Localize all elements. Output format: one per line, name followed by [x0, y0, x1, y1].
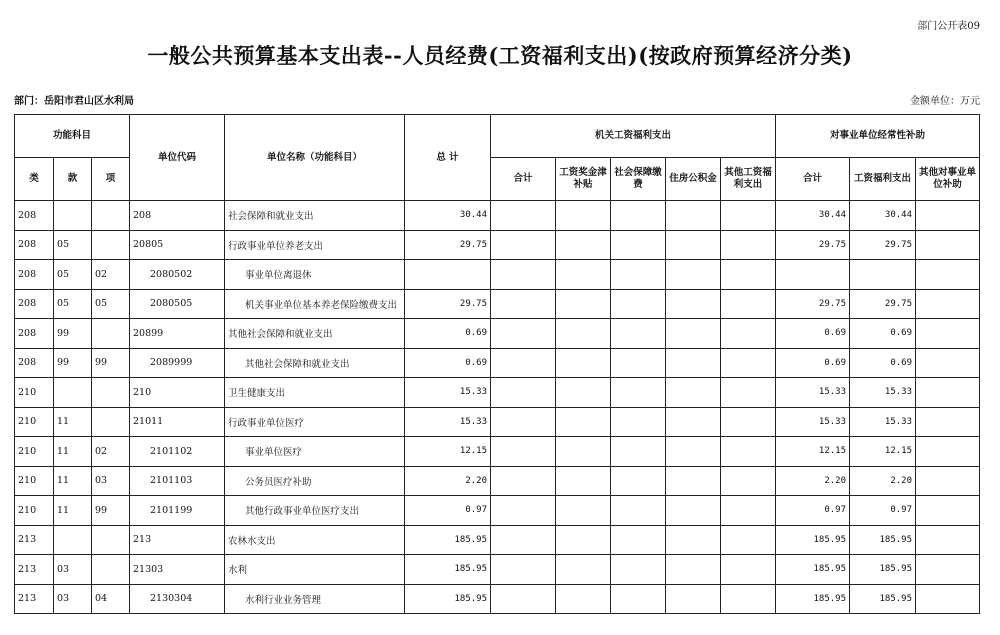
org-housing-cell — [666, 437, 721, 467]
org-other-cell — [721, 348, 776, 378]
inst-sum-cell: 0.69 — [776, 319, 850, 349]
org-sum-cell — [491, 525, 556, 555]
unit-code-header: 单位代码 — [130, 115, 225, 201]
unit-name-cell: 水利行业业务管理 — [225, 584, 405, 614]
xiang-cell — [92, 525, 130, 555]
kuan-cell: 03 — [54, 584, 92, 614]
org-bonus-header: 工资奖金津补贴 — [556, 158, 611, 201]
func-subject-header: 功能科目 — [15, 115, 130, 158]
total-cell: 0.97 — [405, 496, 491, 526]
org-sum-cell — [491, 319, 556, 349]
total-cell: 185.95 — [405, 584, 491, 614]
inst-other-cell — [916, 407, 980, 437]
kuan-cell: 03 — [54, 555, 92, 585]
org-other-cell — [721, 525, 776, 555]
table-row — [15, 201, 980, 231]
org-other-cell — [721, 555, 776, 585]
org-wage-group-header: 机关工资福利支出 — [491, 115, 776, 158]
inst-sum-cell: 29.75 — [776, 289, 850, 319]
unit-name-cell: 其他社会保障和就业支出 — [225, 348, 405, 378]
unit-code-cell: 21011 — [130, 407, 225, 437]
inst-other-header: 其他对事业单位补助 — [916, 158, 980, 201]
org-bonus-cell — [556, 555, 611, 585]
inst-other-cell — [916, 584, 980, 614]
xiang-cell: 02 — [92, 260, 130, 290]
org-social-cell — [611, 319, 666, 349]
kuan-cell: 99 — [54, 348, 92, 378]
unit-name-cell: 行政事业单位医疗 — [225, 407, 405, 437]
inst-other-cell — [916, 437, 980, 467]
org-sum-cell — [491, 260, 556, 290]
org-sum-cell — [491, 437, 556, 467]
unit-code-cell: 2101102 — [130, 437, 225, 467]
org-housing-cell — [666, 289, 721, 319]
xiang-cell: 02 — [92, 437, 130, 467]
lei-header: 类 — [15, 158, 54, 201]
org-other-cell — [721, 496, 776, 526]
unit-name-header: 单位名称（功能科目） — [225, 115, 405, 201]
inst-sum-cell: 30.44 — [776, 201, 850, 231]
table-row — [15, 437, 980, 467]
kuan-cell: 99 — [54, 319, 92, 349]
unit-code-cell: 213 — [130, 525, 225, 555]
unit-name-cell: 农林水支出 — [225, 525, 405, 555]
xiang-header: 项 — [92, 158, 130, 201]
org-other-cell — [721, 201, 776, 231]
org-social-cell — [611, 584, 666, 614]
lei-cell: 213 — [15, 555, 54, 585]
total-cell: 185.95 — [405, 555, 491, 585]
org-sum-cell — [491, 378, 556, 408]
org-other-cell — [721, 584, 776, 614]
lei-cell: 208 — [15, 230, 54, 260]
org-bonus-cell — [556, 525, 611, 555]
kuan-cell: 05 — [54, 260, 92, 290]
unit-name-cell: 公务员医疗补助 — [225, 466, 405, 496]
org-other-cell — [721, 437, 776, 467]
xiang-cell — [92, 319, 130, 349]
inst-sum-cell: 12.15 — [776, 437, 850, 467]
org-other-header: 其他工资福利支出 — [721, 158, 776, 201]
org-bonus-cell — [556, 201, 611, 231]
org-housing-header: 住房公积金 — [666, 158, 721, 201]
org-bonus-cell — [556, 260, 611, 290]
lei-cell: 208 — [15, 289, 54, 319]
org-bonus-cell — [556, 348, 611, 378]
inst-other-cell — [916, 319, 980, 349]
inst-other-cell — [916, 230, 980, 260]
kuan-cell — [54, 378, 92, 408]
amount-unit-label: 金额单位：万元 — [910, 96, 980, 107]
lei-cell: 208 — [15, 348, 54, 378]
total-cell: 15.33 — [405, 407, 491, 437]
unit-name-cell: 其他行政事业单位医疗支出 — [225, 496, 405, 526]
org-bonus-cell — [556, 319, 611, 349]
table-row — [15, 525, 980, 555]
org-housing-cell — [666, 525, 721, 555]
org-bonus-cell — [556, 407, 611, 437]
org-sum-cell — [491, 230, 556, 260]
org-housing-cell — [666, 584, 721, 614]
inst-other-cell — [916, 201, 980, 231]
unit-name-cell: 其他社会保障和就业支出 — [225, 319, 405, 349]
total-cell: 12.15 — [405, 437, 491, 467]
header-row-1 — [15, 115, 980, 158]
inst-wage-cell: 185.95 — [850, 584, 916, 614]
unit-code-cell: 208 — [130, 201, 225, 231]
org-housing-cell — [666, 496, 721, 526]
total-cell: 185.95 — [405, 525, 491, 555]
table-row — [15, 466, 980, 496]
xiang-cell — [92, 407, 130, 437]
inst-wage-cell: 29.75 — [850, 289, 916, 319]
org-sum-cell — [491, 348, 556, 378]
inst-other-cell — [916, 525, 980, 555]
inst-wage-cell: 15.33 — [850, 407, 916, 437]
inst-sum-cell: 185.95 — [776, 555, 850, 585]
kuan-cell: 11 — [54, 466, 92, 496]
org-other-cell — [721, 466, 776, 496]
xiang-cell — [92, 555, 130, 585]
kuan-cell: 05 — [54, 230, 92, 260]
org-sum-cell — [491, 466, 556, 496]
org-other-cell — [721, 407, 776, 437]
unit-code-cell: 20805 — [130, 230, 225, 260]
inst-sum-cell: 185.95 — [776, 525, 850, 555]
inst-sum-cell: 0.97 — [776, 496, 850, 526]
inst-wage-cell: 29.75 — [850, 230, 916, 260]
org-social-cell — [611, 378, 666, 408]
xiang-cell: 99 — [92, 496, 130, 526]
inst-sum-cell: 2.20 — [776, 466, 850, 496]
org-social-cell — [611, 348, 666, 378]
org-housing-cell — [666, 260, 721, 290]
org-social-cell — [611, 407, 666, 437]
page-title: 一般公共预算基本支出表--人员经费(工资福利支出)(按政府预算经济分类) — [147, 43, 853, 68]
unit-code-cell: 210 — [130, 378, 225, 408]
org-other-cell — [721, 319, 776, 349]
inst-other-cell — [916, 289, 980, 319]
org-sum-cell — [491, 201, 556, 231]
org-social-cell — [611, 201, 666, 231]
inst-sum-header: 合计 — [776, 158, 850, 201]
kuan-cell: 11 — [54, 407, 92, 437]
inst-wage-cell: 0.69 — [850, 348, 916, 378]
total-cell: 15.33 — [405, 378, 491, 408]
kuan-cell — [54, 201, 92, 231]
org-sum-cell — [491, 496, 556, 526]
org-bonus-cell — [556, 437, 611, 467]
org-other-cell — [721, 378, 776, 408]
org-social-cell — [611, 555, 666, 585]
unit-code-cell: 2101199 — [130, 496, 225, 526]
org-bonus-cell — [556, 230, 611, 260]
org-bonus-cell — [556, 466, 611, 496]
org-sum-cell — [491, 555, 556, 585]
inst-wage-cell: 2.20 — [850, 466, 916, 496]
table-row — [15, 584, 980, 614]
org-sum-cell — [491, 289, 556, 319]
org-sum-header: 合计 — [491, 158, 556, 201]
inst-other-cell — [916, 466, 980, 496]
total-cell — [405, 260, 491, 290]
table-row — [15, 289, 980, 319]
inst-other-cell — [916, 260, 980, 290]
budget-table — [14, 114, 980, 614]
lei-cell: 208 — [15, 260, 54, 290]
total-header: 总 计 — [405, 115, 491, 201]
lei-cell: 208 — [15, 201, 54, 231]
xiang-cell: 99 — [92, 348, 130, 378]
lei-cell: 210 — [15, 407, 54, 437]
table-row — [15, 407, 980, 437]
unit-code-cell: 2080502 — [130, 260, 225, 290]
table-row — [15, 260, 980, 290]
total-cell: 0.69 — [405, 348, 491, 378]
org-social-cell — [611, 289, 666, 319]
lei-cell: 210 — [15, 496, 54, 526]
inst-wage-cell: 185.95 — [850, 555, 916, 585]
unit-name-cell: 事业单位医疗 — [225, 437, 405, 467]
org-housing-cell — [666, 230, 721, 260]
unit-name-cell: 行政事业单位养老支出 — [225, 230, 405, 260]
unit-code-cell: 20899 — [130, 319, 225, 349]
org-bonus-cell — [556, 289, 611, 319]
unit-name-cell: 水利 — [225, 555, 405, 585]
org-bonus-cell — [556, 496, 611, 526]
kuan-cell: 11 — [54, 437, 92, 467]
table-row — [15, 496, 980, 526]
org-social-cell — [611, 525, 666, 555]
inst-sum-cell: 29.75 — [776, 230, 850, 260]
table-row — [15, 348, 980, 378]
org-housing-cell — [666, 201, 721, 231]
inst-other-cell — [916, 378, 980, 408]
lei-cell: 210 — [15, 378, 54, 408]
inst-wage-cell: 15.33 — [850, 378, 916, 408]
org-social-cell — [611, 260, 666, 290]
unit-name-cell: 机关事业单位基本养老保险缴费支出 — [225, 289, 405, 319]
org-housing-cell — [666, 555, 721, 585]
org-social-cell — [611, 466, 666, 496]
unit-name-cell: 社会保障和就业支出 — [225, 201, 405, 231]
department-label: 部门：岳阳市君山区水利局 — [14, 96, 134, 107]
inst-other-cell — [916, 348, 980, 378]
total-cell: 30.44 — [405, 201, 491, 231]
table-row — [15, 555, 980, 585]
table-row — [15, 319, 980, 349]
xiang-cell: 03 — [92, 466, 130, 496]
inst-sum-cell: 185.95 — [776, 584, 850, 614]
table-number-label: 部门公开表09 — [917, 21, 980, 32]
xiang-cell — [92, 201, 130, 231]
org-other-cell — [721, 230, 776, 260]
table-row — [15, 230, 980, 260]
inst-sum-cell: 15.33 — [776, 407, 850, 437]
inst-wage-cell: 0.97 — [850, 496, 916, 526]
inst-other-cell — [916, 496, 980, 526]
org-housing-cell — [666, 466, 721, 496]
inst-sum-cell: 0.69 — [776, 348, 850, 378]
org-housing-cell — [666, 348, 721, 378]
unit-code-cell: 2089999 — [130, 348, 225, 378]
unit-name-cell: 卫生健康支出 — [225, 378, 405, 408]
inst-wage-cell: 0.69 — [850, 319, 916, 349]
inst-wage-cell: 30.44 — [850, 201, 916, 231]
org-social-header: 社会保障缴费 — [611, 158, 666, 201]
org-housing-cell — [666, 407, 721, 437]
unit-name-cell: 事业单位离退休 — [225, 260, 405, 290]
lei-cell: 213 — [15, 525, 54, 555]
org-sum-cell — [491, 407, 556, 437]
kuan-cell: 11 — [54, 496, 92, 526]
kuan-cell: 05 — [54, 289, 92, 319]
inst-subsidy-group-header: 对事业单位经常性补助 — [776, 115, 980, 158]
xiang-cell: 04 — [92, 584, 130, 614]
org-bonus-cell — [556, 584, 611, 614]
unit-code-cell: 21303 — [130, 555, 225, 585]
table-row — [15, 378, 980, 408]
org-housing-cell — [666, 378, 721, 408]
total-cell: 29.75 — [405, 289, 491, 319]
unit-code-cell: 2101103 — [130, 466, 225, 496]
total-cell: 2.20 — [405, 466, 491, 496]
total-cell: 29.75 — [405, 230, 491, 260]
org-social-cell — [611, 437, 666, 467]
lei-cell: 208 — [15, 319, 54, 349]
inst-sum-cell — [776, 260, 850, 290]
inst-wage-cell — [850, 260, 916, 290]
org-bonus-cell — [556, 378, 611, 408]
lei-cell: 213 — [15, 584, 54, 614]
org-sum-cell — [491, 584, 556, 614]
kuan-header: 款 — [54, 158, 92, 201]
xiang-cell — [92, 230, 130, 260]
org-housing-cell — [666, 319, 721, 349]
unit-code-cell: 2080505 — [130, 289, 225, 319]
xiang-cell: 05 — [92, 289, 130, 319]
inst-wage-cell: 185.95 — [850, 525, 916, 555]
org-other-cell — [721, 289, 776, 319]
inst-sum-cell: 15.33 — [776, 378, 850, 408]
inst-wage-cell: 12.15 — [850, 437, 916, 467]
kuan-cell — [54, 525, 92, 555]
org-social-cell — [611, 496, 666, 526]
org-social-cell — [611, 230, 666, 260]
xiang-cell — [92, 378, 130, 408]
inst-wage-header: 工资福利支出 — [850, 158, 916, 201]
org-other-cell — [721, 260, 776, 290]
lei-cell: 210 — [15, 466, 54, 496]
inst-other-cell — [916, 555, 980, 585]
total-cell: 0.69 — [405, 319, 491, 349]
unit-code-cell: 2130304 — [130, 584, 225, 614]
lei-cell: 210 — [15, 437, 54, 467]
